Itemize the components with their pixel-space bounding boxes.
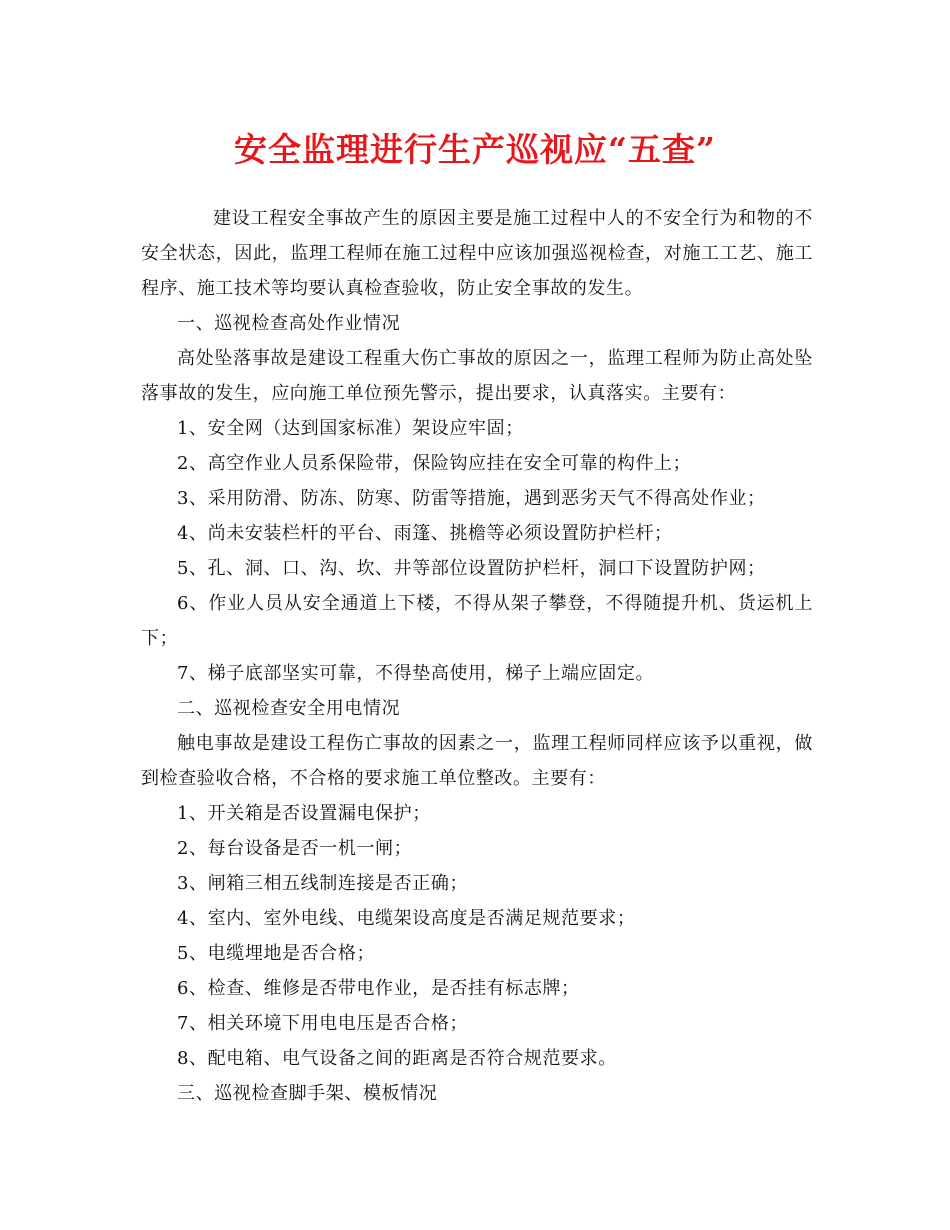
paragraph-intro: 建设工程安全事故产生的原因主要是施工过程中人的不安全行为和物的不安全状态，因此，监理工程师在施工过程中应该加强巡视检查，对施工工艺、施工程序、施工技术等均要认真检查验收，防止安全事故的发生。 — [141, 208, 813, 299]
list-item: 3、采用防滑、防冻、防寒、防雷等措施，遇到恶劣天气不得高处作业； — [177, 488, 766, 509]
list-item: 4、尚未安装栏杆的平台、雨篷、挑檐等必须设置防护栏杆； — [177, 523, 673, 544]
list-item: 6、检查、维修是否带电作业，是否挂有标志牌； — [177, 978, 580, 999]
document-title: 安全监理进行生产巡视应“五查” — [234, 130, 716, 169]
list-item: 4、室内、室外电线、电缆架设高度是否满足规范要求； — [177, 908, 636, 929]
paragraph-section-2-intro: 触电事故是建设工程伤亡事故的因素之一，监理工程师同样应该予以重视，做到检查验收合格，不合格的要求施工单位整改。主要有： — [141, 733, 813, 789]
list-item: 2、每台设备是否一机一闸； — [177, 838, 413, 859]
list-item: 7、梯子底部坚实可靠，不得垫高使用，梯子上端应固定。 — [177, 663, 655, 684]
list-item: 8、配电箱、电气设备之间的距离是否符合规范要求。 — [177, 1048, 617, 1069]
document-body — [141, 201, 813, 1111]
list-item: 2、高空作业人员系保险带，保险钩应挂在安全可靠的构件上； — [177, 453, 692, 474]
list-item: 1、开关箱是否设置漏电保护； — [177, 803, 431, 824]
list-item: 5、孔、洞、口、沟、坎、井等部位设置防护栏杆，洞口下设置防护网； — [177, 558, 766, 579]
paragraph-section-1-intro: 高处坠落事故是建设工程重大伤亡事故的原因之一，监理工程师为防止高处坠落事故的发生，应向施工单位预先警示，提出要求，认真落实。主要有： — [141, 348, 813, 404]
section-heading-2: 二、巡视检查安全用电情况 — [177, 698, 401, 719]
list-item: 6、作业人员从安全通道上下楼，不得从架子攀登，不得随提升机、货运机上下； — [141, 593, 813, 649]
list-item: 5、电缆埋地是否合格； — [177, 943, 376, 964]
list-item: 3、闸箱三相五线制连接是否正确； — [177, 873, 469, 894]
section-heading-3: 三、巡视检查脚手架、模板情况 — [177, 1083, 438, 1104]
section-heading-1: 一、巡视检查高处作业情况 — [177, 313, 401, 334]
list-item: 7、相关环境下用电电压是否合格； — [177, 1013, 469, 1034]
list-item: 1、安全网（达到国家标准）架设应牢固； — [177, 418, 524, 439]
